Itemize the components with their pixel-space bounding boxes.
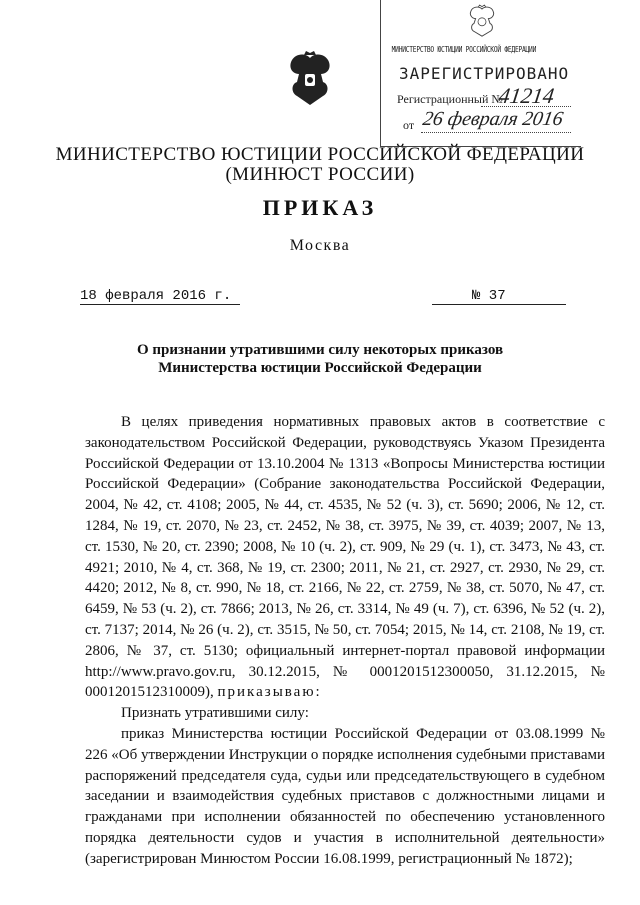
ministry-title: МИНИСТЕРСТВО ЮСТИЦИИ РОССИЙСКОЙ ФЕДЕРАЦИИ [55,144,585,165]
order-date: 18 февраля 2016 г. [80,288,240,305]
stamp-registered-label: ЗАРЕГИСТРИРОВАНО [399,64,570,83]
document-type-heading: ПРИКАЗ [262,195,378,220]
stamp-date-label: от [403,118,415,132]
preamble-paragraph [85,412,605,703]
subject-line-2: Министерства юстиции Российской Федерации [158,360,482,376]
stamp-regno-value: 41214 [497,83,556,108]
subject-line-1: О признании утратившими силу некоторых приказов [136,342,504,358]
stamp-coat-of-arms-icon [466,4,498,38]
stamp-regno-underline [481,106,571,107]
recognize-paragraph: Признать утратившими силу: [121,705,309,722]
preamble-text: В целях приведения нормативных правовых актов в соответствие с законодательством Российской Федерации, руководствуясь Указом Президента Российской Федерации от 13.10.2004 № 1313 «Вопросы Министерства юстиции Российской Федерации» (Собрание законодательства Российской Федерации, 2004, № 42, ст. 4108; 2005, № 44, ст. 4535, № 52 (ч. 3), ст. 5690; 2006, № 12, ст. 1284, № 19, ст. 2070, № 23, ст. 2452, № 38, ст. 3975, № 39, ст. 4039; 2007, № 13, ст. 1530, № 20, ст. 2390; 2008, № 10 (ч. 2), ст. 909, № 29 (ч. 1), ст. 3473, № 43, ст. 4921; 2010, № 4, ст. 368, № 19, ст. 2300; 2011, № 21, ст. 2927, ст. 2930, № 29, ст. 4420; 2012, № 8, ст. 990, № 18, ст. 2166, № 22, ст. 2759, № 38, ст. 5070, № 47, ст. 6459, № 53 (ч. 2), ст. 7866; 2013, № 26, ст. 3314, № 49 (ч. 7), ст. 6396, № 52 (ч. 2), ст. 7137; 2014, № 26 (ч. 2), ст. 3515, № 50, ст. 7054; 2015, № 14, ст. 2108, № 19, ст. 2806, № 37, ст. 5130; официальный интернет-портал правовой информации http://www.pravo.gov.ru, 30.12.2015, № 0001201512300050, 31.12.2015, № 0001201512310009), [85,414,605,701]
registration-stamp [380,0,581,147]
order-subject [0,341,640,377]
order-number: № 37 [432,288,566,305]
stamp-date-underline [421,132,571,133]
item-paragraph: приказ Министерства юстиции Российской Федерации от 03.08.1999 № 226 «Об утверждении Инструкции о порядке исполнения судебными приставами распоряжений председателя суда, судьи или председательствующего в судебном заседании и взаимодействия судебных приставов с должностными лицами и гражданами при исполнении обязанностей по обеспечению установленного порядка деятельности судов и участия в исполнительной деятельности» (зарегистрирован Минюстом России 16.08.1999, регистрационный № 1872); [85,725,605,867]
russian-coat-of-arms-icon [286,50,334,108]
stamp-regno-label: Регистрационный № [397,92,503,106]
order-word: приказываю: [217,684,322,701]
city-label: Москва [289,237,351,254]
stamp-date-value: 26 февраля 2016 [421,108,565,130]
ministry-short-title: (МИНЮСТ РОССИИ) [225,164,415,185]
order-body [85,412,605,870]
stamp-ministry-label: МИНИСТЕРСТВО ЮСТИЦИИ РОССИЙСКОЙ ФЕДЕРАЦИИ [391,45,537,54]
